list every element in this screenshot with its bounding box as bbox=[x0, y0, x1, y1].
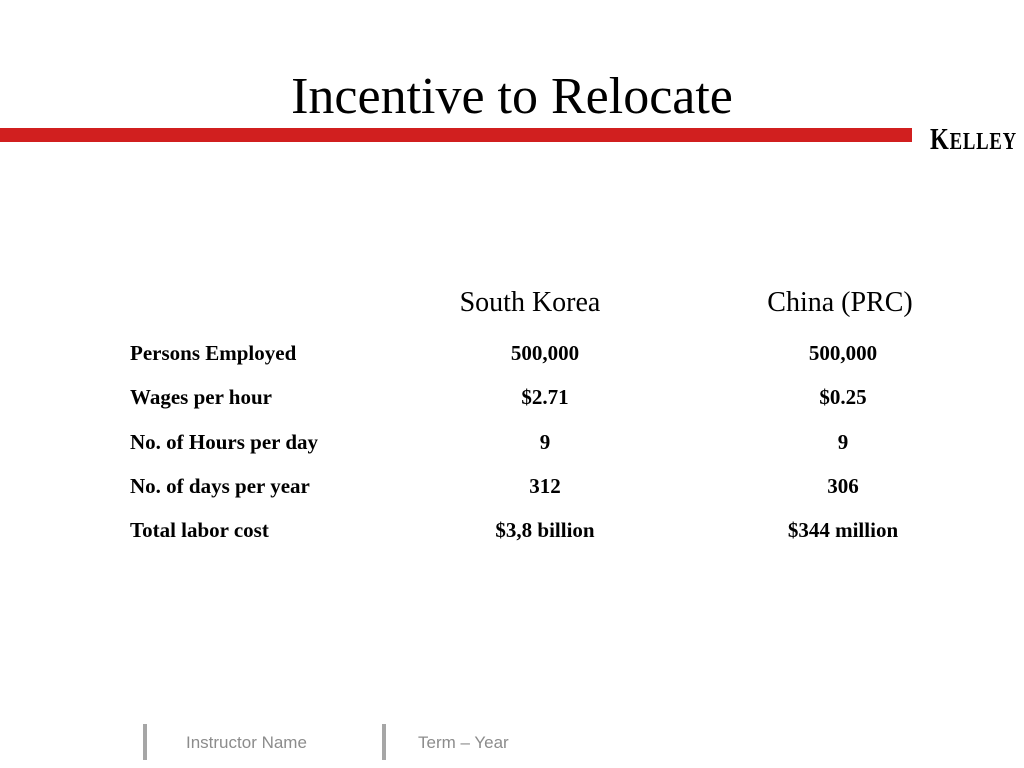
slide-title: Incentive to Relocate bbox=[291, 68, 733, 125]
china-value: $344 million bbox=[787, 518, 899, 542]
column-header-china: China (PRC) bbox=[767, 287, 913, 318]
row-label: Total labor cost bbox=[130, 518, 269, 542]
south-korea-value: 9 bbox=[539, 430, 551, 454]
china-value: 9 bbox=[837, 430, 849, 454]
kelley-logo bbox=[930, 121, 1017, 157]
table-row bbox=[0, 515, 1024, 545]
table-row bbox=[0, 471, 1024, 501]
table-row bbox=[0, 338, 1024, 368]
china-value: 500,000 bbox=[808, 341, 878, 365]
column-header-south-korea: South Korea bbox=[459, 287, 601, 318]
footer-instructor-name: Instructor Name bbox=[186, 733, 307, 752]
row-label: No. of Hours per day bbox=[130, 430, 319, 454]
china-value: $0.25 bbox=[819, 385, 867, 409]
china-value: 306 bbox=[827, 474, 859, 498]
footer-term-year: Term – Year bbox=[418, 733, 509, 752]
logo-rest: ELLEY bbox=[949, 129, 1017, 155]
title-underline-bar bbox=[0, 128, 912, 142]
table-row bbox=[0, 382, 1024, 412]
row-label: Wages per hour bbox=[130, 385, 272, 409]
row-label: Persons Employed bbox=[130, 341, 297, 365]
footer-separator bbox=[382, 724, 386, 760]
row-label: No. of days per year bbox=[130, 474, 310, 498]
logo-initial: K bbox=[930, 121, 950, 156]
south-korea-value: $2.71 bbox=[521, 385, 569, 409]
table-row bbox=[0, 427, 1024, 457]
south-korea-value: $3,8 billion bbox=[495, 518, 595, 542]
south-korea-value: 312 bbox=[529, 474, 561, 498]
footer-separator bbox=[143, 724, 147, 760]
south-korea-value: 500,000 bbox=[510, 341, 580, 365]
